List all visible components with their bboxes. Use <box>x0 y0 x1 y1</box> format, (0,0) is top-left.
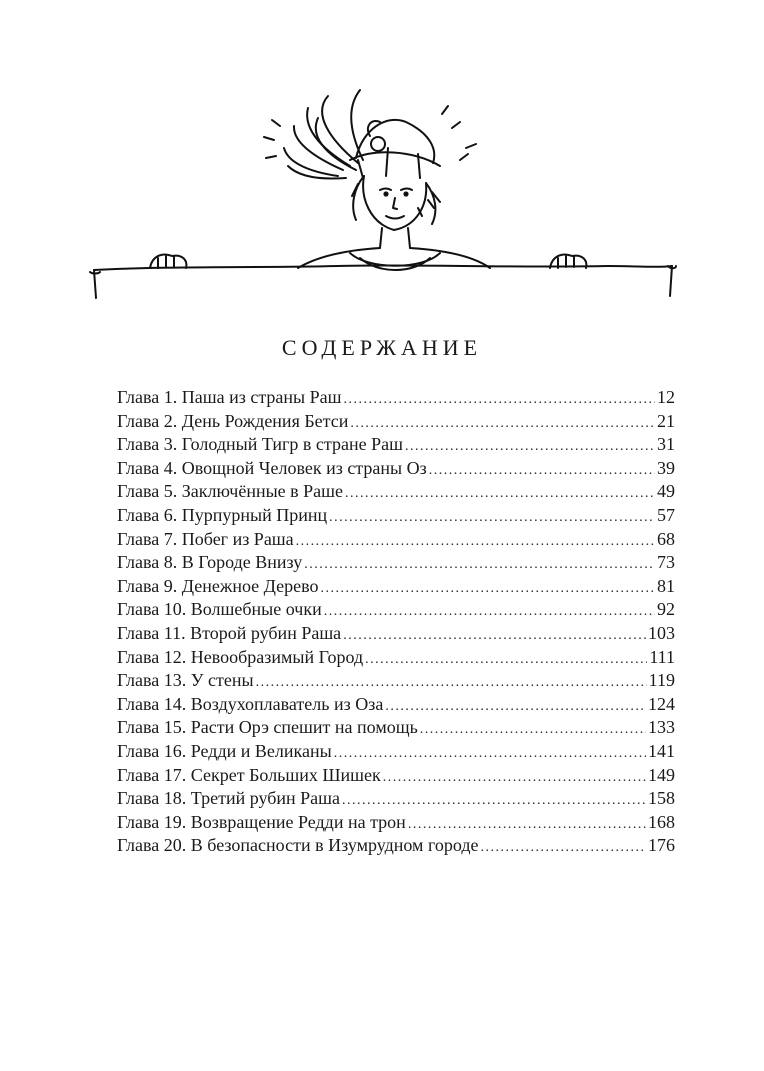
chapter-title: Глава 4. Овощной Человек из страны Оз <box>117 457 427 478</box>
toc-entry[interactable] <box>117 811 675 835</box>
toc-entry[interactable] <box>117 504 675 528</box>
chapter-title: Глава 6. Пурпурный Принц <box>117 504 328 525</box>
toc-entry[interactable] <box>117 834 675 858</box>
toc-entry[interactable] <box>117 528 675 552</box>
chapter-title: Глава 19. Возвращение Редди на трон <box>117 811 406 832</box>
table-of-contents <box>117 386 675 858</box>
chapter-title: Глава 15. Расти Орэ спешит на помощь <box>117 717 418 738</box>
dot-leader <box>304 553 655 577</box>
chapter-title: Глава 11. Второй рубин Раша <box>117 622 342 643</box>
toc-entry[interactable] <box>117 646 675 670</box>
dot-leader <box>408 813 646 837</box>
chapter-title: Глава 13. У стены <box>117 670 254 691</box>
dot-leader <box>385 695 646 719</box>
page-title: СОДЕРЖАНИЕ <box>281 335 483 360</box>
page-number: 133 <box>648 717 675 738</box>
chapter-title: Глава 1. Паша из страны Раш <box>117 387 342 407</box>
chapter-title: Глава 5. Заключённые в Раше <box>117 481 344 502</box>
dot-leader <box>383 766 646 790</box>
dot-leader <box>345 482 655 506</box>
toc-entry[interactable] <box>117 386 675 410</box>
page-number: 168 <box>648 811 675 832</box>
chapter-title: Глава 7. Побег из Раша <box>117 528 294 549</box>
dot-leader <box>256 671 647 695</box>
chapter-title: Глава 14. Воздухоплаватель из Оза <box>117 693 384 714</box>
page-number: 124 <box>648 693 675 714</box>
toc-entry[interactable] <box>117 622 675 646</box>
page-number: 176 <box>648 835 675 856</box>
toc-entry[interactable] <box>117 669 675 693</box>
page-number: 68 <box>657 528 675 549</box>
page-number: 49 <box>657 481 675 502</box>
chapter-title: Глава 8. В Городе Внизу <box>117 552 303 573</box>
dot-leader <box>481 836 646 860</box>
page-number: 158 <box>648 788 675 809</box>
chapter-title: Глава 9. Денежное Дерево <box>117 575 319 596</box>
toc-entry[interactable] <box>117 598 675 622</box>
dot-leader <box>329 506 655 530</box>
girl-holding-banner-illustration <box>88 88 678 303</box>
dot-leader <box>405 435 655 459</box>
dot-leader <box>343 624 646 648</box>
dot-leader <box>350 412 655 436</box>
dot-leader <box>296 530 655 554</box>
page-number: 31 <box>657 434 675 455</box>
chapter-title: Глава 3. Голодный Тигр в стране Раш <box>117 434 403 455</box>
dot-leader <box>334 742 646 766</box>
toc-entry[interactable] <box>117 480 675 504</box>
chapter-title: Глава 20. В безопасности в Изумрудном городе <box>117 835 479 856</box>
page-number: 119 <box>648 670 675 691</box>
page-number: 57 <box>657 504 675 525</box>
toc-entry[interactable] <box>117 764 675 788</box>
page-number: 103 <box>648 622 675 643</box>
chapter-title: Глава 2. День Рождения Бетси <box>117 410 349 431</box>
toc-entry[interactable] <box>117 575 675 599</box>
page-number: 149 <box>648 764 675 785</box>
toc-entry[interactable] <box>117 457 675 481</box>
page-number: 21 <box>657 410 675 431</box>
toc-entry[interactable] <box>117 410 675 434</box>
chapter-title: Глава 12. Невообразимый Город <box>117 646 364 667</box>
page-number: 81 <box>657 575 675 596</box>
dot-leader <box>342 789 646 813</box>
toc-entry[interactable] <box>117 693 675 717</box>
page-number: 12 <box>657 387 675 407</box>
dot-leader <box>420 718 646 742</box>
dot-leader <box>321 577 655 601</box>
chapter-title: Глава 16. Редди и Великаны <box>117 740 332 761</box>
dot-leader <box>429 459 655 483</box>
chapter-title: Глава 17. Секрет Больших Шишек <box>117 764 381 785</box>
dot-leader <box>365 648 647 672</box>
toc-entry[interactable] <box>117 433 675 457</box>
chapter-title: Глава 10. Волшебные очки <box>117 599 322 620</box>
toc-entry[interactable] <box>117 787 675 811</box>
toc-entry[interactable] <box>117 740 675 764</box>
page-number: 73 <box>657 552 675 573</box>
toc-entry[interactable] <box>117 551 675 575</box>
page-number: 141 <box>648 740 675 761</box>
chapter-title: Глава 18. Третий рубин Раша <box>117 788 341 809</box>
toc-entry[interactable] <box>117 716 675 740</box>
page-number: 92 <box>657 599 675 620</box>
dot-leader <box>324 600 655 624</box>
page-number: 111 <box>649 646 675 667</box>
dot-leader <box>344 388 655 412</box>
page-number: 39 <box>657 457 675 478</box>
